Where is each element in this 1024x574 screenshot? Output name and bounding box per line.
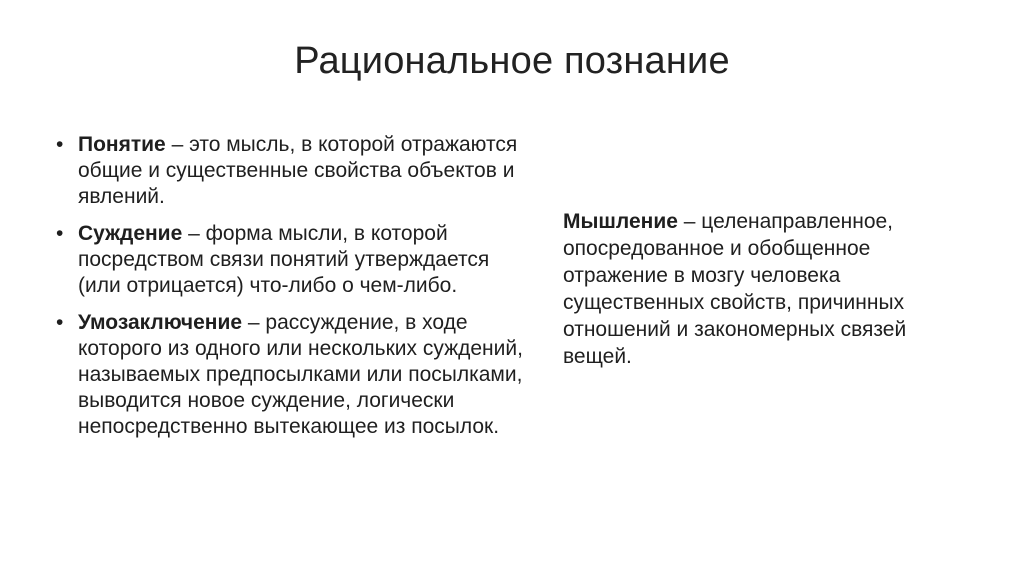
bullet-icon: • (56, 311, 64, 334)
definitions-list (56, 132, 526, 440)
definition-suzhdenie: – форма мысли, в которой посредством связи понятий утверждается (или отрицается) что-либо о чем-либо. (78, 222, 490, 297)
term-umozaklyuchenie: Умозаключение (78, 311, 243, 334)
definition-ponyatie: – это мысль, в которой отражаются общие и существенные свойства объектов и явлений. (78, 133, 518, 208)
bullet-icon: • (56, 133, 64, 156)
definition-umozaklyuchenie: – рассуждение, в ходе которого из одного или нескольких суждений, называемых предпосылками или посылками, выводится новое суждение, логически непосредственно вытекающее из посылок. (78, 311, 523, 438)
slide-title: Рациональное познание (294, 40, 730, 82)
term-myshlenie: Мышление (563, 210, 678, 233)
term-suzhdenie: Суждение (78, 222, 183, 245)
bullet-icon: • (56, 222, 64, 245)
list-item-ponyatie (56, 132, 526, 210)
term-ponyatie: Понятие (78, 133, 166, 156)
definition-myshlenie: – целенаправленное, опосредованное и обобщенное отражение в мозгу человека существенных свойств, причинных отношений и закономерных связей вещей. (563, 210, 907, 368)
left-column (56, 132, 526, 451)
right-column (563, 208, 973, 370)
list-item-umozaklyuchenie (56, 310, 526, 440)
list-item-suzhdenie (56, 221, 526, 299)
